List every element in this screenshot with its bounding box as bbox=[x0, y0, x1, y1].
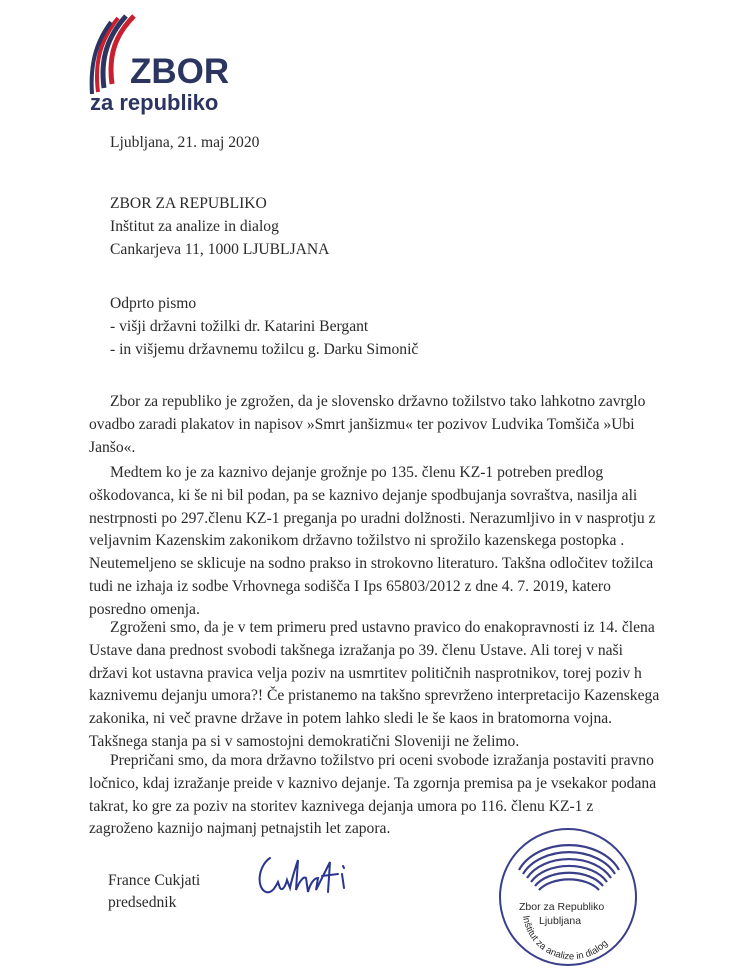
paragraph-text: Zbor za republiko je zgrožen, da je slovensko državno tožilstvo tako lahkotno zavrglo ovadbo zaradi plakatov in napisov »Smrt janšizmu« ter pozivov Ludvika Tomšiča »Ubi Janšo«. bbox=[89, 393, 646, 456]
recipient-item: - in višjemu državnemu tožilcu g. Darku Simonič bbox=[110, 341, 419, 358]
logo bbox=[78, 8, 248, 118]
paragraph-text: Zgroženi smo, da je v tem primeru pred ustavno pravico do enakopravnosti iz 14. člena Ustave dana prednost svobodi takšnega izražanja po 39. členu Ustave. Ali torej v naši državi kot ustavna pravica velja poziv na usmrtitev političnih nasprotnikov, torej poziv h kaznivemu dejanju umora?! Če pristanemo na takšno sprevrženo interpretacijo Kazenskega zakonika, ni več pravne države in potem lahko sledi le še kaos in bratomorna vojna. Takšnega stanja pa si v samostojni demokratični Sloveniji ne želimo. bbox=[89, 619, 660, 750]
logo-subtitle: za republiko bbox=[90, 90, 219, 115]
sender-org: ZBOR ZA REPUBLIKO bbox=[110, 195, 267, 212]
organization-stamp bbox=[497, 826, 639, 968]
paragraph-text: Medtem ko je za kaznivo dejanje grožnje po 135. členu KZ-1 potreben predlog oškodovanca, ki še ni bil podan, pa se kaznivo dejanje spodbujanja sovraštva, nasilja ali nestrpnosti po 297.členu KZ-1 preganja po uradni dolžnosti. Nerazumljivo in v nasprotju z veljavnim Kazenskim zakonikom državno tožilstvo ni sprožilo kazenskega postopka . Neutemeljeno se sklicuje na sodno prakso in strokovno literaturo. Takšna odločitev tožilca tudi ne izhaja iz sodbe Vrhovnega sodišča I Ips 65803/2012 z dne 4. 7. 2019, katero posredno omenja. bbox=[89, 464, 656, 618]
letter-date: Ljubljana, 21. maj 2020 bbox=[110, 134, 260, 151]
sender-institute: Inštitut za analize in dialog bbox=[110, 218, 279, 235]
body-paragraph bbox=[89, 462, 661, 622]
stamp-arc-textpath: Inštitut za analize in dialog bbox=[520, 914, 611, 963]
sender-address: Cankarjeva 11, 1000 LJUBLJANA bbox=[110, 241, 330, 258]
logo-title: ZBOR bbox=[130, 52, 230, 91]
recipient-item: - višji državni tožilki dr. Katarini Bergant bbox=[110, 318, 369, 335]
signer-role: predsednik bbox=[108, 894, 177, 911]
stamp-line2: Ljubljana bbox=[539, 915, 582, 927]
signer-name: France Cukjati bbox=[108, 872, 201, 889]
signer-block bbox=[108, 870, 200, 914]
body-paragraph bbox=[89, 391, 661, 459]
handwritten-signature bbox=[250, 848, 360, 904]
recipients-heading: Odprto pismo bbox=[110, 295, 197, 312]
body-paragraph bbox=[89, 617, 661, 754]
stamp-line1: Zbor za Republiko bbox=[519, 901, 605, 913]
paragraph-text: Prepričani smo, da mora državno tožilstvo pri oceni svobode izražanja postaviti pravno ločnico, kdaj izražanje preide v kaznivo dejanje. Ta zgornja premisa pa je vsekakor podana takrat, ko gre za poziv na storitev kaznivega dejanja umora po 116. členu KZ-1 z zagroženo kaznijo najmanj petnajstih let zapora. bbox=[89, 752, 657, 838]
